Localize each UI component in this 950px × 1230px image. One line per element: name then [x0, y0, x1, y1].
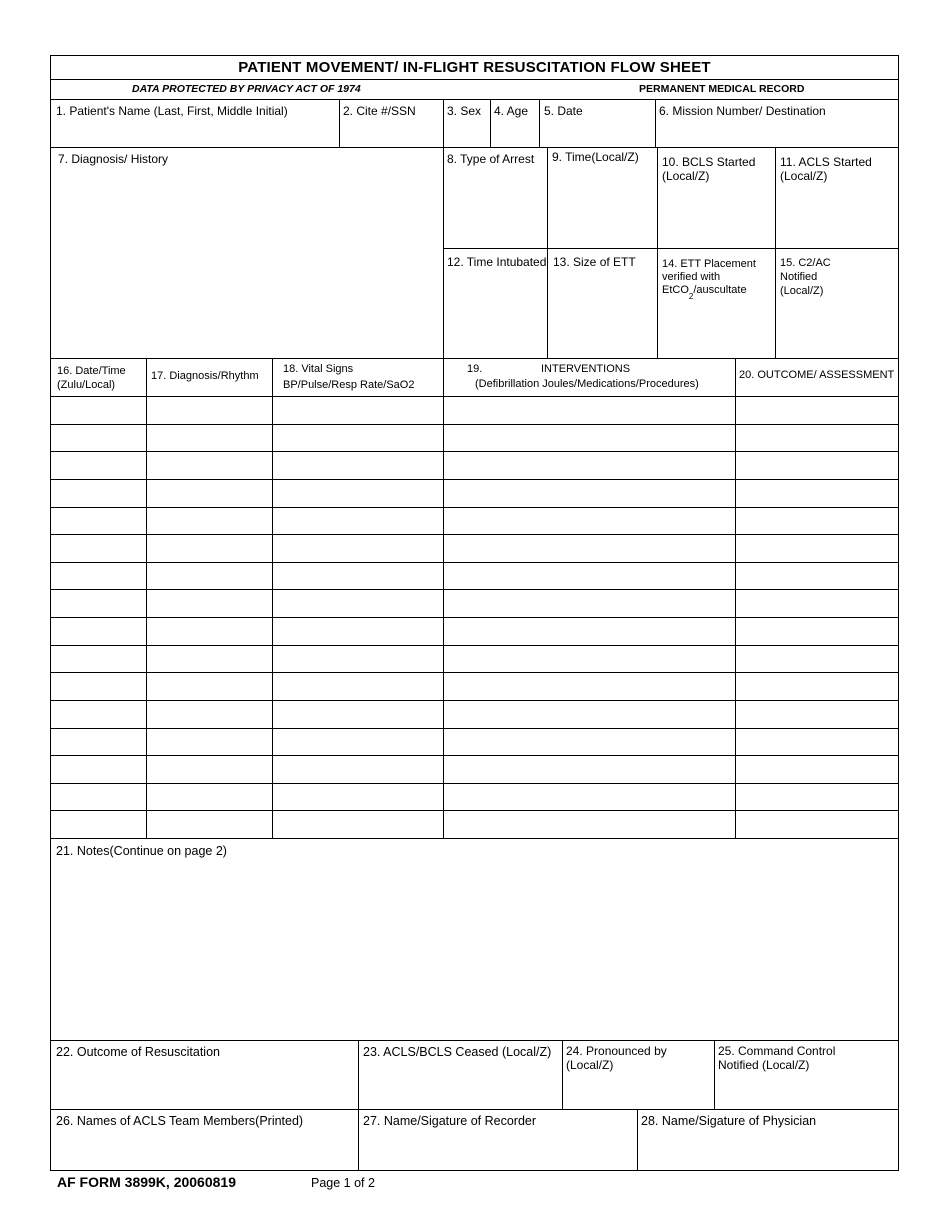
- diagnosis-rhythm-cell[interactable]: [147, 729, 272, 756]
- vital-signs-cell[interactable]: [273, 646, 443, 673]
- date-time-cell[interactable]: [51, 784, 146, 811]
- field-15-line3: (Local/Z): [780, 285, 824, 297]
- field-12-label: 12. Time Intubated: [447, 255, 547, 269]
- field-14-label: 14. ETT Placement: [662, 258, 756, 270]
- interventions-cell[interactable]: [444, 508, 735, 535]
- diagnosis-rhythm-cell[interactable]: [147, 425, 272, 452]
- field-25-label: 25. Command Control: [718, 1044, 836, 1058]
- field-10-label: 10. BCLS Started: [662, 155, 756, 169]
- diagnosis-history-field[interactable]: [51, 166, 442, 357]
- diagnosis-rhythm-cell[interactable]: [147, 673, 272, 700]
- interventions-cell[interactable]: [444, 784, 735, 811]
- diagnosis-rhythm-cell[interactable]: [147, 480, 272, 507]
- arrest-time-field[interactable]: [548, 166, 656, 248]
- divider: [50, 1109, 899, 1110]
- vital-signs-cell[interactable]: [273, 452, 443, 479]
- field-7-label: 7. Diagnosis/ History: [58, 152, 169, 166]
- vital-signs-cell[interactable]: [273, 508, 443, 535]
- notes-field[interactable]: [51, 862, 898, 1039]
- interventions-cell[interactable]: [444, 425, 735, 452]
- field-10-unit: (Local/Z): [662, 169, 710, 183]
- form-id: AF FORM 3899K, 20060819: [57, 1174, 236, 1190]
- field-22-label: 22. Outcome of Resuscitation: [56, 1045, 220, 1059]
- form-title: PATIENT MOVEMENT/ IN-FLIGHT RESUSCITATION FLOW SHEET: [238, 59, 711, 76]
- vital-signs-cell[interactable]: [273, 756, 443, 783]
- outcome-assessment-cell[interactable]: [736, 535, 898, 562]
- interventions-cell[interactable]: [444, 618, 735, 645]
- interventions-cell[interactable]: [444, 756, 735, 783]
- interventions-cell[interactable]: [444, 535, 735, 562]
- outcome-assessment-cell[interactable]: [736, 673, 898, 700]
- ett-size-field[interactable]: [548, 270, 656, 357]
- field-3-label: 3. Sex: [447, 104, 482, 118]
- outcome-assessment-cell[interactable]: [736, 729, 898, 756]
- row-divider: [50, 838, 899, 839]
- divider: [50, 1040, 899, 1041]
- bcls-started-field[interactable]: [658, 184, 774, 248]
- field-9-label: 9. Time(Local/Z): [552, 150, 639, 164]
- vital-signs-cell[interactable]: [273, 729, 443, 756]
- c2-notified-field[interactable]: [776, 300, 898, 357]
- acls-ceased-field[interactable]: [359, 1062, 562, 1109]
- date-time-cell[interactable]: [51, 701, 146, 728]
- date-time-cell[interactable]: [51, 452, 146, 479]
- col-19-number: 19.: [467, 363, 483, 375]
- field-25-unit: Notified (Local/Z): [718, 1058, 810, 1072]
- divider: [50, 99, 899, 100]
- outcome-assessment-cell[interactable]: [736, 452, 898, 479]
- recorder-signature-field[interactable]: [359, 1131, 636, 1170]
- col-20-header: 20. OUTCOME/ ASSESSMENT: [739, 369, 895, 381]
- field-24-unit: (Local/Z): [566, 1058, 614, 1072]
- page-number: Page 1 of 2: [311, 1176, 375, 1190]
- interventions-cell[interactable]: [444, 729, 735, 756]
- vital-signs-cell[interactable]: [273, 811, 443, 838]
- interventions-cell[interactable]: [444, 701, 735, 728]
- col-19-subheader: (Defibrillation Joules/Medications/Procedures): [475, 378, 699, 390]
- diagnosis-rhythm-cell[interactable]: [147, 563, 272, 590]
- pronounced-by-field[interactable]: [563, 1074, 714, 1109]
- field-14-line3: EtCO$_2$/auscultate: [662, 284, 747, 301]
- divider: [50, 79, 899, 80]
- interventions-cell[interactable]: [444, 563, 735, 590]
- vital-signs-cell[interactable]: [273, 618, 443, 645]
- field-26-label: 26. Names of ACLS Team Members(Printed): [56, 1114, 304, 1128]
- field-14-line2: verified with: [662, 271, 721, 283]
- vital-signs-cell[interactable]: [273, 784, 443, 811]
- field-13-label: 13. Size of ETT: [553, 255, 636, 269]
- divider: [443, 248, 899, 249]
- diagnosis-rhythm-cell[interactable]: [147, 452, 272, 479]
- diagnosis-rhythm-cell[interactable]: [147, 701, 272, 728]
- field-11-label: 11. ACLS Started: [780, 155, 872, 169]
- sex-field[interactable]: [444, 118, 490, 147]
- outcome-assessment-cell[interactable]: [736, 811, 898, 838]
- date-time-cell[interactable]: [51, 397, 146, 424]
- diagnosis-rhythm-cell[interactable]: [147, 646, 272, 673]
- outcome-assessment-cell[interactable]: [736, 508, 898, 535]
- date-time-cell[interactable]: [51, 756, 146, 783]
- interventions-cell[interactable]: [444, 480, 735, 507]
- field-23-label: 23. ACLS/BCLS Ceased (Local/Z): [363, 1045, 552, 1059]
- field-15-label: 15. C2/AC: [780, 257, 831, 269]
- outcome-assessment-cell[interactable]: [736, 646, 898, 673]
- outcome-assessment-cell[interactable]: [736, 425, 898, 452]
- date-time-cell[interactable]: [51, 618, 146, 645]
- field-27-label: 27. Name/Sigature of Recorder: [363, 1114, 537, 1128]
- diagnosis-rhythm-cell[interactable]: [147, 508, 272, 535]
- privacy-notice: DATA PROTECTED BY PRIVACY ACT OF 1974: [132, 83, 361, 95]
- field-4-label: 4. Age: [494, 104, 529, 118]
- date-time-cell[interactable]: [51, 425, 146, 452]
- field-15-line2: Notified: [780, 271, 818, 283]
- outcome-assessment-cell[interactable]: [736, 397, 898, 424]
- date-field[interactable]: [540, 118, 654, 147]
- date-time-cell[interactable]: [51, 811, 146, 838]
- outcome-assessment-cell[interactable]: [736, 618, 898, 645]
- vital-signs-cell[interactable]: [273, 425, 443, 452]
- field-8-label: 8. Type of Arrest: [447, 152, 535, 166]
- ssn-field[interactable]: [340, 118, 442, 147]
- date-time-cell[interactable]: [51, 646, 146, 673]
- field-21-label: 21. Notes(Continue on page 2): [56, 844, 227, 858]
- col-16-subheader: (Zulu/Local): [57, 379, 116, 391]
- date-time-cell[interactable]: [51, 729, 146, 756]
- vital-signs-cell[interactable]: [273, 590, 443, 617]
- record-type: PERMANENT MEDICAL RECORD: [639, 83, 805, 95]
- diagnosis-rhythm-cell[interactable]: [147, 784, 272, 811]
- interventions-cell[interactable]: [444, 811, 735, 838]
- outcome-assessment-cell[interactable]: [736, 590, 898, 617]
- vital-signs-cell[interactable]: [273, 535, 443, 562]
- physician-signature-field[interactable]: [638, 1131, 898, 1170]
- field-1-label: 1. Patient's Name (Last, First, Middle Initial): [56, 104, 288, 118]
- vital-signs-cell[interactable]: [273, 480, 443, 507]
- col-18-header: 18. Vital Signs: [283, 363, 354, 375]
- patient-name-field[interactable]: [51, 118, 339, 147]
- date-time-cell[interactable]: [51, 563, 146, 590]
- divider: [50, 147, 899, 148]
- acls-started-field[interactable]: [776, 184, 898, 248]
- outcome-assessment-cell[interactable]: [736, 480, 898, 507]
- vital-signs-cell[interactable]: [273, 563, 443, 590]
- interventions-cell[interactable]: [444, 673, 735, 700]
- date-time-cell[interactable]: [51, 480, 146, 507]
- type-of-arrest-field[interactable]: [444, 166, 547, 248]
- col-17-header: 17. Diagnosis/Rhythm: [151, 370, 259, 382]
- mission-number-field[interactable]: [656, 118, 898, 147]
- diagnosis-rhythm-cell[interactable]: [147, 397, 272, 424]
- date-time-cell[interactable]: [51, 508, 146, 535]
- divider: [50, 358, 899, 359]
- vital-signs-cell[interactable]: [273, 673, 443, 700]
- command-control-field[interactable]: [715, 1074, 898, 1109]
- outcome-assessment-cell[interactable]: [736, 563, 898, 590]
- outcome-assessment-cell[interactable]: [736, 784, 898, 811]
- vital-signs-cell[interactable]: [273, 701, 443, 728]
- resuscitation-outcome-field[interactable]: [51, 1062, 357, 1109]
- date-time-cell[interactable]: [51, 673, 146, 700]
- interventions-cell[interactable]: [444, 452, 735, 479]
- diagnosis-rhythm-cell[interactable]: [147, 811, 272, 838]
- outcome-assessment-cell[interactable]: [736, 701, 898, 728]
- interventions-cell[interactable]: [444, 646, 735, 673]
- outcome-assessment-cell[interactable]: [736, 756, 898, 783]
- interventions-cell[interactable]: [444, 590, 735, 617]
- field-24-label: 24. Pronounced by: [566, 1044, 667, 1058]
- ett-placement-field[interactable]: [658, 300, 774, 357]
- col-16-header: 16. Date/Time: [57, 365, 126, 377]
- diagnosis-rhythm-cell[interactable]: [147, 756, 272, 783]
- col-18-subheader: BP/Pulse/Resp Rate/SaO2: [283, 379, 415, 391]
- diagnosis-rhythm-cell[interactable]: [147, 535, 272, 562]
- diagnosis-rhythm-cell[interactable]: [147, 618, 272, 645]
- vital-signs-cell[interactable]: [273, 397, 443, 424]
- field-2-label: 2. Cite #/SSN: [343, 104, 416, 118]
- date-time-cell[interactable]: [51, 590, 146, 617]
- field-28-label: 28. Name/Sigature of Physician: [641, 1114, 817, 1128]
- team-members-field[interactable]: [51, 1131, 357, 1170]
- date-time-cell[interactable]: [51, 535, 146, 562]
- diagnosis-rhythm-cell[interactable]: [147, 590, 272, 617]
- interventions-cell[interactable]: [444, 397, 735, 424]
- time-intubated-field[interactable]: [444, 270, 547, 357]
- age-field[interactable]: [491, 118, 539, 147]
- field-6-label: 6. Mission Number/ Destination: [659, 104, 826, 118]
- field-5-label: 5. Date: [544, 104, 583, 118]
- field-11-unit: (Local/Z): [780, 169, 828, 183]
- col-19-header: INTERVENTIONS: [541, 363, 631, 375]
